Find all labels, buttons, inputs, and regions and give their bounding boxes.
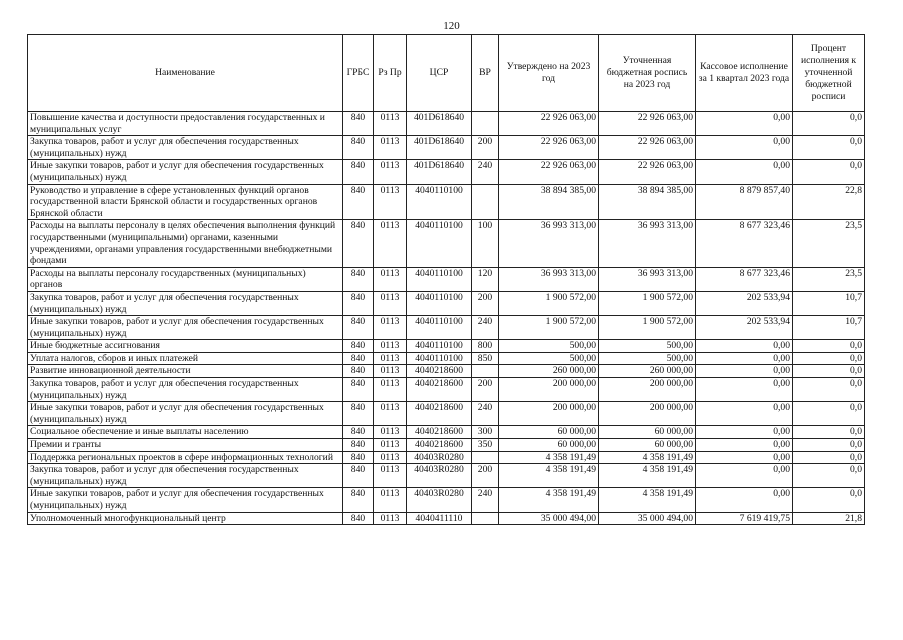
table-row	[28, 439, 865, 452]
cell-refined: 35 000 494,00	[599, 512, 696, 525]
table-header-row	[28, 35, 865, 112]
cell-percent: 10,7	[793, 316, 865, 340]
cell-grbs: 840	[343, 512, 374, 525]
cell-rzpr: 0113	[374, 291, 407, 315]
table-row	[28, 402, 865, 426]
cell-approved: 500,00	[499, 352, 599, 365]
cell-refined: 4 358 191,49	[599, 451, 696, 464]
table-row	[28, 512, 865, 525]
cell-cash: 202 533,94	[696, 291, 793, 315]
cell-rzpr: 0113	[374, 378, 407, 402]
cell-name: Уплата налогов, сборов и иных платежей	[28, 352, 343, 365]
cell-approved: 22 926 063,00	[499, 160, 599, 184]
cell-cash: 0,00	[696, 402, 793, 426]
header-csr: ЦСР	[407, 35, 472, 112]
cell-rzpr: 0113	[374, 464, 407, 488]
header-approved: Утверждено на 2023 год	[499, 35, 599, 112]
cell-grbs: 840	[343, 267, 374, 291]
cell-rzpr: 0113	[374, 316, 407, 340]
cell-vr	[472, 451, 499, 464]
cell-approved: 38 894 385,00	[499, 184, 599, 220]
cell-cash: 0,00	[696, 451, 793, 464]
cell-grbs: 840	[343, 378, 374, 402]
cell-approved: 500,00	[499, 340, 599, 353]
cell-name: Закупка товаров, работ и услуг для обеспечения государственных (муниципальных) нужд	[28, 378, 343, 402]
cell-vr: 200	[472, 378, 499, 402]
cell-vr: 200	[472, 464, 499, 488]
cell-csr: 4040110100	[407, 184, 472, 220]
cell-refined: 22 926 063,00	[599, 136, 696, 160]
header-vr: ВР	[472, 35, 499, 112]
cell-name: Расходы на выплаты персоналу в целях обеспечения выполнения функций государственными (муниципальными) органами, казенными учреждениями, органами управления государственными внебюджетными фондами	[28, 220, 343, 267]
cell-refined: 60 000,00	[599, 439, 696, 452]
cell-cash: 0,00	[696, 112, 793, 136]
cell-name: Премии и гранты	[28, 439, 343, 452]
header-rzpr: Рз Пр	[374, 35, 407, 112]
cell-percent: 0,0	[793, 352, 865, 365]
cell-name: Закупка товаров, работ и услуг для обеспечения государственных (муниципальных) нужд	[28, 136, 343, 160]
cell-name: Иные закупки товаров, работ и услуг для обеспечения государственных (муниципальных) нужд	[28, 316, 343, 340]
cell-percent: 23,5	[793, 267, 865, 291]
cell-csr: 401D618640	[407, 160, 472, 184]
cell-refined: 260 000,00	[599, 365, 696, 378]
cell-percent: 21,8	[793, 512, 865, 525]
cell-rzpr: 0113	[374, 184, 407, 220]
header-name: Наименование	[28, 35, 343, 112]
cell-percent: 0,0	[793, 426, 865, 439]
cell-percent: 0,0	[793, 160, 865, 184]
cell-csr: 4040110100	[407, 291, 472, 315]
cell-vr: 120	[472, 267, 499, 291]
cell-approved: 4 358 191,49	[499, 488, 599, 512]
table-row	[28, 184, 865, 220]
cell-csr: 4040110100	[407, 316, 472, 340]
cell-rzpr: 0113	[374, 340, 407, 353]
cell-grbs: 840	[343, 340, 374, 353]
cell-rzpr: 0113	[374, 136, 407, 160]
cell-percent: 0,0	[793, 451, 865, 464]
cell-csr: 4040110100	[407, 220, 472, 267]
cell-name: Закупка товаров, работ и услуг для обеспечения государственных (муниципальных) нужд	[28, 291, 343, 315]
cell-name: Иные бюджетные ассигнования	[28, 340, 343, 353]
cell-refined: 60 000,00	[599, 426, 696, 439]
cell-vr: 240	[472, 160, 499, 184]
table-row	[28, 451, 865, 464]
cell-percent: 0,0	[793, 439, 865, 452]
header-cash: Кассовое исполнение за 1 квартал 2023 года	[696, 35, 793, 112]
cell-approved: 200 000,00	[499, 402, 599, 426]
cell-grbs: 840	[343, 291, 374, 315]
cell-cash: 0,00	[696, 352, 793, 365]
cell-refined: 4 358 191,49	[599, 488, 696, 512]
cell-name: Иные закупки товаров, работ и услуг для обеспечения государственных (муниципальных) нужд	[28, 160, 343, 184]
cell-refined: 200 000,00	[599, 378, 696, 402]
cell-percent: 0,0	[793, 488, 865, 512]
cell-approved: 60 000,00	[499, 426, 599, 439]
cell-vr: 100	[472, 220, 499, 267]
table-row	[28, 160, 865, 184]
cell-grbs: 840	[343, 439, 374, 452]
cell-percent: 23,5	[793, 220, 865, 267]
cell-rzpr: 0113	[374, 220, 407, 267]
cell-refined: 36 993 313,00	[599, 220, 696, 267]
cell-approved: 22 926 063,00	[499, 136, 599, 160]
cell-percent: 0,0	[793, 464, 865, 488]
cell-refined: 500,00	[599, 340, 696, 353]
cell-percent: 0,0	[793, 136, 865, 160]
cell-vr	[472, 512, 499, 525]
cell-rzpr: 0113	[374, 512, 407, 525]
cell-cash: 202 533,94	[696, 316, 793, 340]
cell-rzpr: 0113	[374, 488, 407, 512]
cell-approved: 36 993 313,00	[499, 267, 599, 291]
cell-rzpr: 0113	[374, 426, 407, 439]
page-number: 120	[443, 20, 460, 32]
cell-rzpr: 0113	[374, 365, 407, 378]
cell-vr: 300	[472, 426, 499, 439]
cell-cash: 7 619 419,75	[696, 512, 793, 525]
cell-approved: 260 000,00	[499, 365, 599, 378]
cell-vr: 850	[472, 352, 499, 365]
cell-rzpr: 0113	[374, 402, 407, 426]
table-row	[28, 112, 865, 136]
table-row	[28, 291, 865, 315]
cell-rzpr: 0113	[374, 112, 407, 136]
cell-csr: 4040218600	[407, 439, 472, 452]
cell-cash: 8 677 323,46	[696, 220, 793, 267]
cell-csr: 4040218600	[407, 378, 472, 402]
cell-vr: 200	[472, 136, 499, 160]
cell-approved: 4 358 191,49	[499, 451, 599, 464]
cell-approved: 35 000 494,00	[499, 512, 599, 525]
cell-vr	[472, 365, 499, 378]
cell-csr: 4040110100	[407, 340, 472, 353]
cell-csr: 40403R0280	[407, 451, 472, 464]
cell-grbs: 840	[343, 112, 374, 136]
cell-percent: 0,0	[793, 340, 865, 353]
cell-rzpr: 0113	[374, 352, 407, 365]
cell-cash: 0,00	[696, 488, 793, 512]
cell-rzpr: 0113	[374, 451, 407, 464]
cell-grbs: 840	[343, 352, 374, 365]
cell-name: Закупка товаров, работ и услуг для обеспечения государственных (муниципальных) нужд	[28, 464, 343, 488]
cell-refined: 4 358 191,49	[599, 464, 696, 488]
cell-csr: 401D618640	[407, 112, 472, 136]
cell-name: Повышение качества и доступности предоставления государственных и муниципальных услуг	[28, 112, 343, 136]
cell-name: Иные закупки товаров, работ и услуг для обеспечения государственных (муниципальных) нужд	[28, 488, 343, 512]
cell-vr: 240	[472, 402, 499, 426]
cell-csr: 4040218600	[407, 426, 472, 439]
cell-csr: 4040110100	[407, 352, 472, 365]
cell-csr: 4040218600	[407, 402, 472, 426]
table-row	[28, 340, 865, 353]
header-grbs: ГРБС	[343, 35, 374, 112]
cell-vr	[472, 184, 499, 220]
table-row	[28, 488, 865, 512]
cell-name: Развитие инновационной деятельности	[28, 365, 343, 378]
cell-refined: 200 000,00	[599, 402, 696, 426]
cell-name: Социальное обеспечение и иные выплаты населению	[28, 426, 343, 439]
cell-refined: 22 926 063,00	[599, 160, 696, 184]
cell-refined: 22 926 063,00	[599, 112, 696, 136]
cell-rzpr: 0113	[374, 267, 407, 291]
table-row	[28, 464, 865, 488]
cell-cash: 0,00	[696, 160, 793, 184]
cell-refined: 36 993 313,00	[599, 267, 696, 291]
cell-vr: 200	[472, 291, 499, 315]
cell-approved: 22 926 063,00	[499, 112, 599, 136]
table-row	[28, 136, 865, 160]
cell-name: Поддержка региональных проектов в сфере информационных технологий	[28, 451, 343, 464]
cell-cash: 0,00	[696, 426, 793, 439]
cell-approved: 60 000,00	[499, 439, 599, 452]
cell-vr: 800	[472, 340, 499, 353]
cell-grbs: 840	[343, 316, 374, 340]
cell-cash: 0,00	[696, 439, 793, 452]
cell-vr: 240	[472, 488, 499, 512]
cell-refined: 500,00	[599, 352, 696, 365]
cell-vr	[472, 112, 499, 136]
cell-refined: 1 900 572,00	[599, 316, 696, 340]
header-percent: Процент исполнения к уточненной бюджетной росписи	[793, 35, 865, 112]
cell-grbs: 840	[343, 402, 374, 426]
cell-percent: 0,0	[793, 378, 865, 402]
cell-csr: 4040411110	[407, 512, 472, 525]
cell-csr: 401D618640	[407, 136, 472, 160]
table-row	[28, 426, 865, 439]
cell-vr: 350	[472, 439, 499, 452]
cell-cash: 8 879 857,40	[696, 184, 793, 220]
cell-csr: 40403R0280	[407, 464, 472, 488]
cell-name: Расходы на выплаты персоналу государственных (муниципальных) органов	[28, 267, 343, 291]
table-row	[28, 316, 865, 340]
cell-grbs: 840	[343, 160, 374, 184]
cell-grbs: 840	[343, 488, 374, 512]
cell-percent: 22,8	[793, 184, 865, 220]
cell-cash: 0,00	[696, 365, 793, 378]
table-row	[28, 378, 865, 402]
table-row	[28, 352, 865, 365]
table-row	[28, 220, 865, 267]
cell-percent: 0,0	[793, 365, 865, 378]
cell-cash: 0,00	[696, 136, 793, 160]
cell-csr: 4040218600	[407, 365, 472, 378]
cell-grbs: 840	[343, 136, 374, 160]
cell-approved: 1 900 572,00	[499, 316, 599, 340]
cell-grbs: 840	[343, 184, 374, 220]
cell-grbs: 840	[343, 220, 374, 267]
cell-refined: 38 894 385,00	[599, 184, 696, 220]
table-row	[28, 267, 865, 291]
table-body	[28, 112, 865, 525]
cell-approved: 1 900 572,00	[499, 291, 599, 315]
cell-percent: 0,0	[793, 402, 865, 426]
budget-table	[27, 34, 865, 525]
cell-csr: 4040110100	[407, 267, 472, 291]
cell-grbs: 840	[343, 451, 374, 464]
cell-refined: 1 900 572,00	[599, 291, 696, 315]
cell-approved: 200 000,00	[499, 378, 599, 402]
cell-approved: 36 993 313,00	[499, 220, 599, 267]
cell-grbs: 840	[343, 426, 374, 439]
cell-name: Уполномоченный многофункциональный центр	[28, 512, 343, 525]
cell-rzpr: 0113	[374, 439, 407, 452]
cell-grbs: 840	[343, 464, 374, 488]
cell-percent: 10,7	[793, 291, 865, 315]
cell-cash: 0,00	[696, 378, 793, 402]
cell-cash: 0,00	[696, 464, 793, 488]
cell-csr: 40403R0280	[407, 488, 472, 512]
header-refined: Уточненная бюджетная роспись на 2023 год	[599, 35, 696, 112]
cell-name: Руководство и управление в сфере установленных функций органов государственной власти Брянской области и государственных органов Брянской области	[28, 184, 343, 220]
cell-name: Иные закупки товаров, работ и услуг для обеспечения государственных (муниципальных) нужд	[28, 402, 343, 426]
cell-approved: 4 358 191,49	[499, 464, 599, 488]
cell-grbs: 840	[343, 365, 374, 378]
table-row	[28, 365, 865, 378]
cell-percent: 0,0	[793, 112, 865, 136]
cell-cash: 8 677 323,46	[696, 267, 793, 291]
cell-cash: 0,00	[696, 340, 793, 353]
cell-vr: 240	[472, 316, 499, 340]
cell-rzpr: 0113	[374, 160, 407, 184]
